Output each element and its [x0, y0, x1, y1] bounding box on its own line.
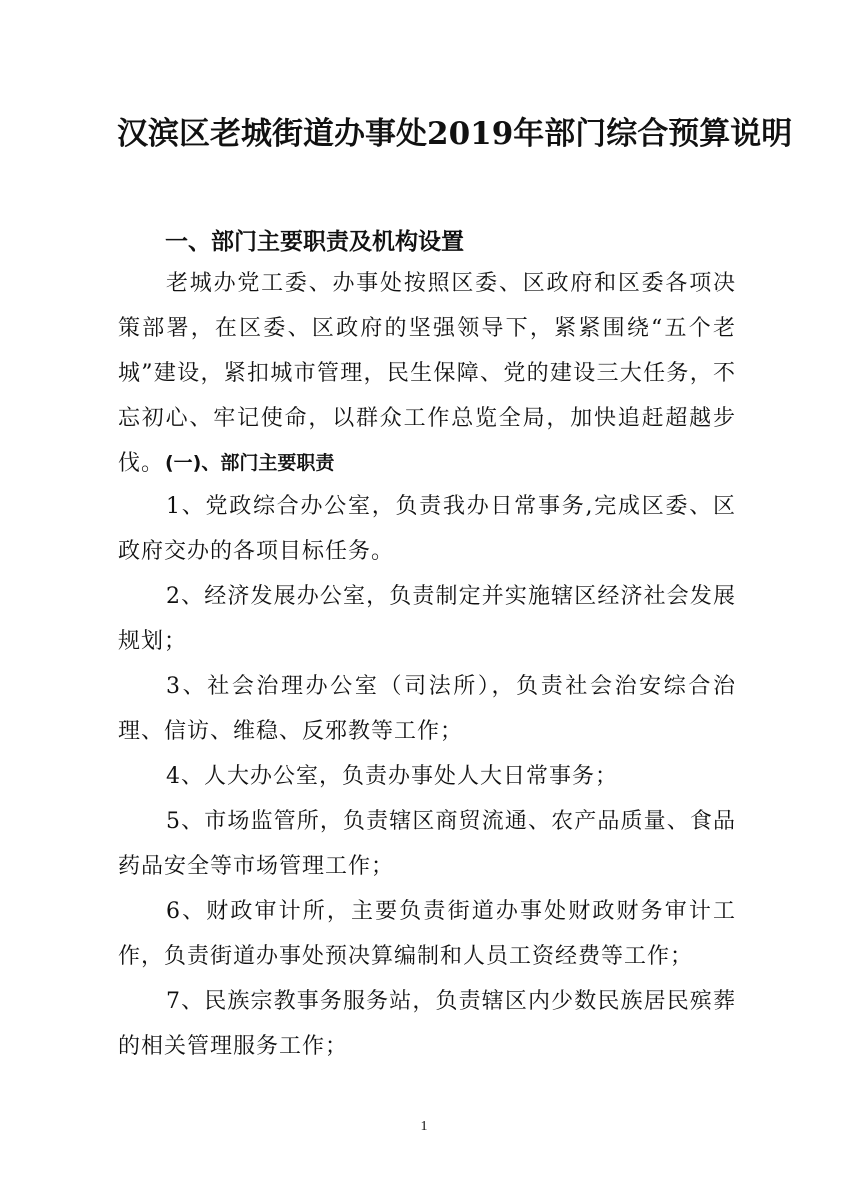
duty-item: 7、民族宗教事务服务站，负责辖区内少数民族居民殡葬的相关管理服务工作；: [118, 989, 736, 1059]
duty-item: 3、社会治理办公室（司法所），负责社会治安综合治理、信访、维稳、反邪教等工作；: [118, 674, 736, 744]
duty-item: 6、财政审计所，主要负责街道办事处财政财务审计工作，负责街道办事处预决算编制和人员工资经费等工作；: [118, 899, 736, 969]
duty-item: 5、市场监管所，负责辖区商贸流通、农产品质量、食品药品安全等市场管理工作；: [118, 809, 736, 879]
document-title: 汉滨区老城街道办事处2019年部门综合预算说明: [117, 116, 793, 152]
subsection-heading: (一)、部门主要职责: [165, 452, 335, 474]
duties-list: [118, 484, 736, 1069]
duty-item: 4、人大办公室，负责办事处人大日常事务；: [166, 764, 618, 789]
duty-item: 1、党政综合办公室，负责我办日常事务,完成区委、区政府交办的各项目标任务。: [118, 494, 736, 564]
section-heading: 一、部门主要职责及机构设置: [165, 229, 464, 255]
duty-item: 2、经济发展办公室，负责制定并实施辖区经济社会发展规划；: [118, 584, 736, 654]
page-number: 1: [420, 1119, 428, 1134]
intro-paragraph: 老城办党工委、办事处按照区委、区政府和区委各项决策部署，在区委、区政府的坚强领导下，紧紧围绕“五个老城”建设，紧扣城市管理，民生保障、党的建设三大任务，不忘初心、牢记使命，以群众工作总览全局，加快追赶超越步伐。: [118, 271, 736, 476]
